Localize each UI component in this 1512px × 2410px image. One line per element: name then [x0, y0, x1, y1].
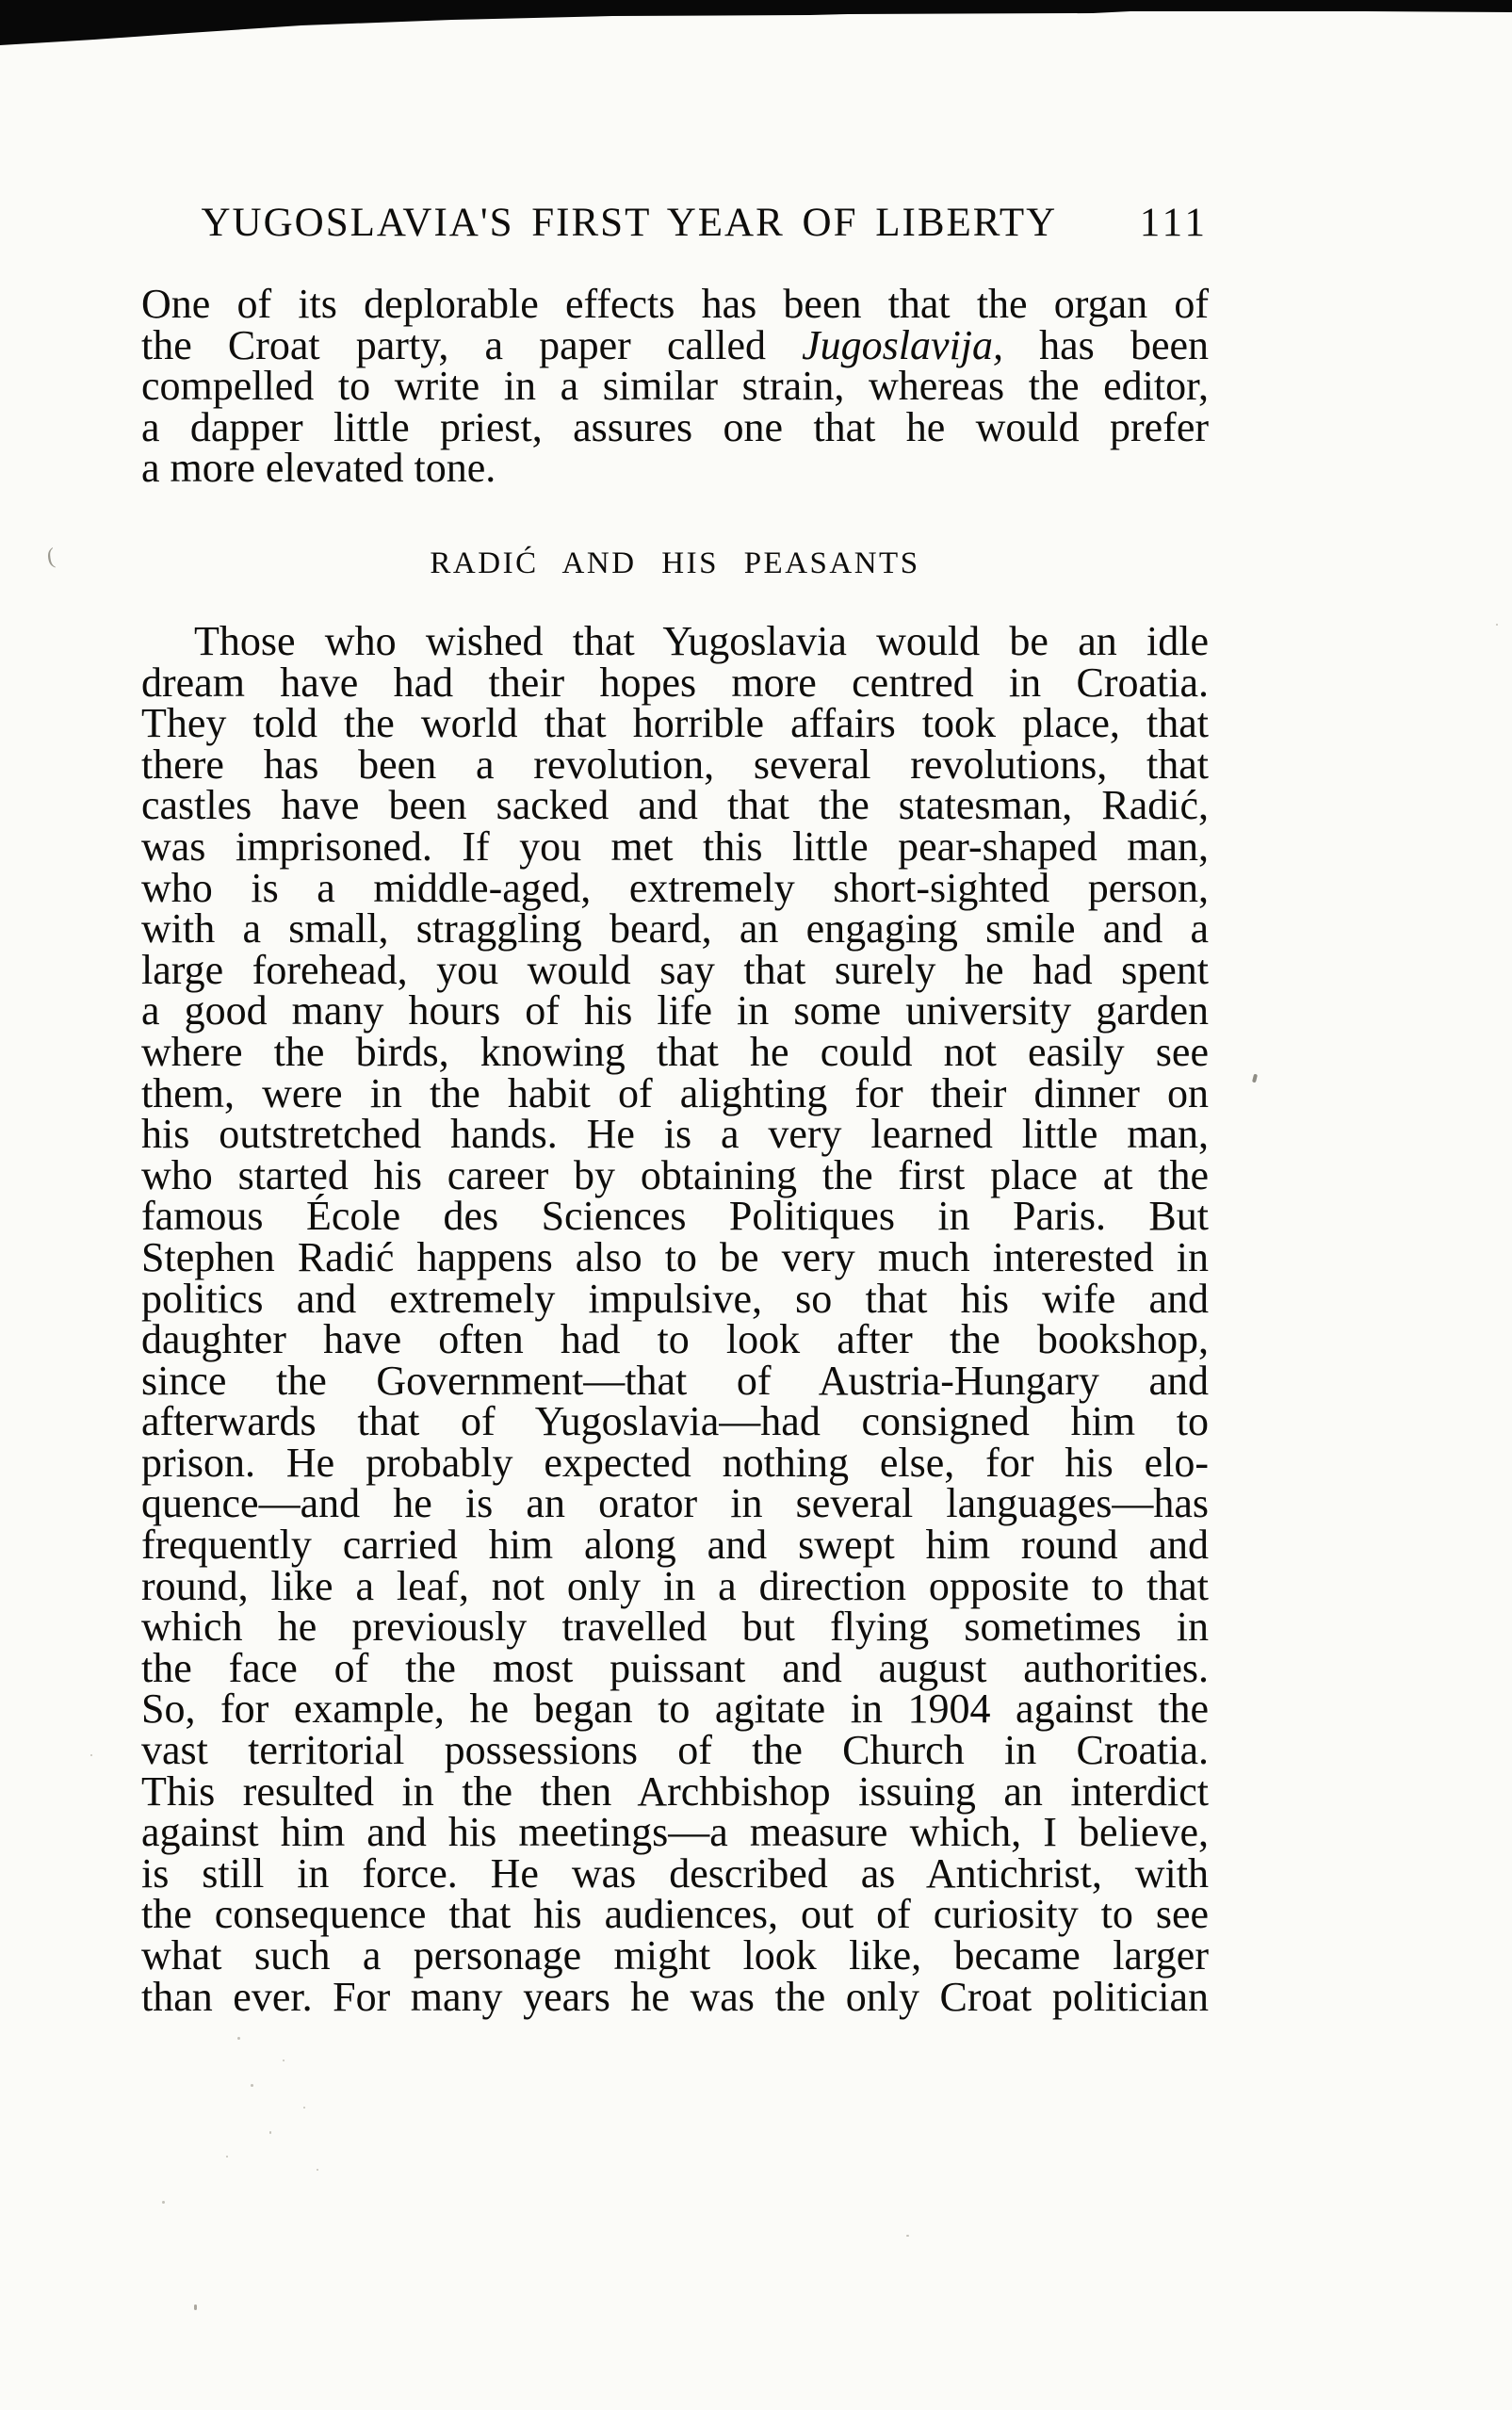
text-line: since the Government—that of Austria-Hungary and	[141, 1357, 1209, 1404]
scan-speck	[194, 2304, 197, 2310]
text-line: afterwards that of Yugoslavia—had consigned him to	[141, 1398, 1209, 1445]
text-line: daughter have often had to look after the bookshop,	[141, 1316, 1209, 1363]
scan-speck	[906, 2235, 909, 2237]
text-line: famous École des Sciences Politiques in Paris. But	[141, 1193, 1209, 1240]
scan-speck	[237, 2037, 240, 2040]
scan-speck	[317, 2169, 318, 2171]
scan-speck	[226, 2156, 228, 2158]
text-line: there has been a revolution, several revolutions, that	[141, 741, 1209, 788]
text-line: where the birds, knowing that he could not easily see	[141, 1028, 1209, 1075]
section-heading: RADIĆ AND HIS PEASANTS	[430, 546, 920, 580]
scan-artifact	[0, 0, 1512, 57]
scan-speck	[162, 2201, 165, 2204]
text-line: One of its deplorable effects has been that the organ of	[141, 281, 1209, 327]
page-number: 111	[1139, 201, 1209, 245]
text-line: is still in force. He was described as Antichrist, with	[141, 1849, 1209, 1897]
running-header	[141, 200, 1209, 246]
paragraph-intro	[141, 281, 1209, 492]
text-line: vast territorial possessions of the Church in Croatia.	[141, 1727, 1209, 1774]
text-line: was imprisoned. If you met this little pear-shaped man,	[141, 822, 1209, 870]
text-line: They told the world that horrible affairs took place, that	[141, 700, 1209, 747]
text-line: who started his career by obtaining the first place at the	[141, 1151, 1209, 1198]
paragraph-radic	[141, 618, 1209, 2020]
scan-speck	[1496, 624, 1498, 626]
text-line: the Croat party, a paper called Jugoslavija, has been	[141, 321, 1209, 368]
scan-speck	[90, 1754, 92, 1756]
text-line: who is a middle-aged, extremely short-sighted person,	[141, 864, 1209, 911]
text-line: against him and his meetings—a measure which, I believe,	[141, 1809, 1209, 1856]
scan-speck	[283, 2060, 285, 2061]
text-line: Those who wished that Yugoslavia would be an idle	[194, 618, 1209, 664]
text-line: round, like a leaf, not only in a direction opposite to that	[141, 1562, 1209, 1609]
text-line: which he previously travelled but flying sometimes in	[141, 1604, 1209, 1651]
text-line: This resulted in the then Archbishop issuing an interdict	[141, 1767, 1209, 1815]
scan-speck	[303, 2107, 305, 2109]
scan-speck	[1252, 1074, 1258, 1083]
text-line: large forehead, you would say that surely he had spent	[141, 946, 1209, 993]
text-line: than ever. For many years he was the only Croat politician	[141, 1973, 1209, 2020]
text-line: a dapper little priest, assures one that he would prefer	[141, 403, 1209, 450]
text-line: a good many hours of his life in some university garden	[141, 987, 1209, 1034]
running-header-title: YUGOSLAVIA'S FIRST YEAR OF LIBERTY	[201, 201, 1058, 245]
text-line: So, for example, he began to agitate in 1904 against the	[141, 1685, 1209, 1733]
text-line: compelled to write in a similar strain, whereas the editor,	[141, 363, 1209, 410]
text-line: what such a personage might look like, became larger	[141, 1932, 1209, 1978]
text-line: them, were in the habit of alighting for their dinner on	[141, 1069, 1209, 1116]
text-line: the face of the most puissant and august authorities.	[141, 1644, 1209, 1691]
scan-speck	[269, 2131, 271, 2134]
text-line: frequently carried him along and swept him round and	[141, 1522, 1209, 1569]
text-line: Stephen Radić happens also to be very much interested in	[141, 1233, 1209, 1280]
text-line: castles have been sacked and that the statesman, Radić,	[141, 782, 1209, 829]
text-line: a more elevated tone.	[141, 445, 496, 492]
text-line: quence—and he is an orator in several languages—has	[141, 1480, 1209, 1527]
margin-smudge-mark: (	[45, 544, 57, 570]
text-line: the consequence that his audiences, out of curiosity to see	[141, 1891, 1209, 1938]
text-line: his outstretched hands. He is a very learned little man,	[141, 1111, 1209, 1158]
text-line: with a small, straggling beard, an engaging smile and a	[141, 905, 1209, 953]
text-line: dream have had their hopes more centred in Croatia.	[141, 659, 1209, 706]
text-line: politics and extremely impulsive, so that his wife and	[141, 1275, 1209, 1322]
scan-speck	[251, 2084, 253, 2087]
text-line: prison. He probably expected nothing else, for his elo-	[141, 1439, 1209, 1486]
